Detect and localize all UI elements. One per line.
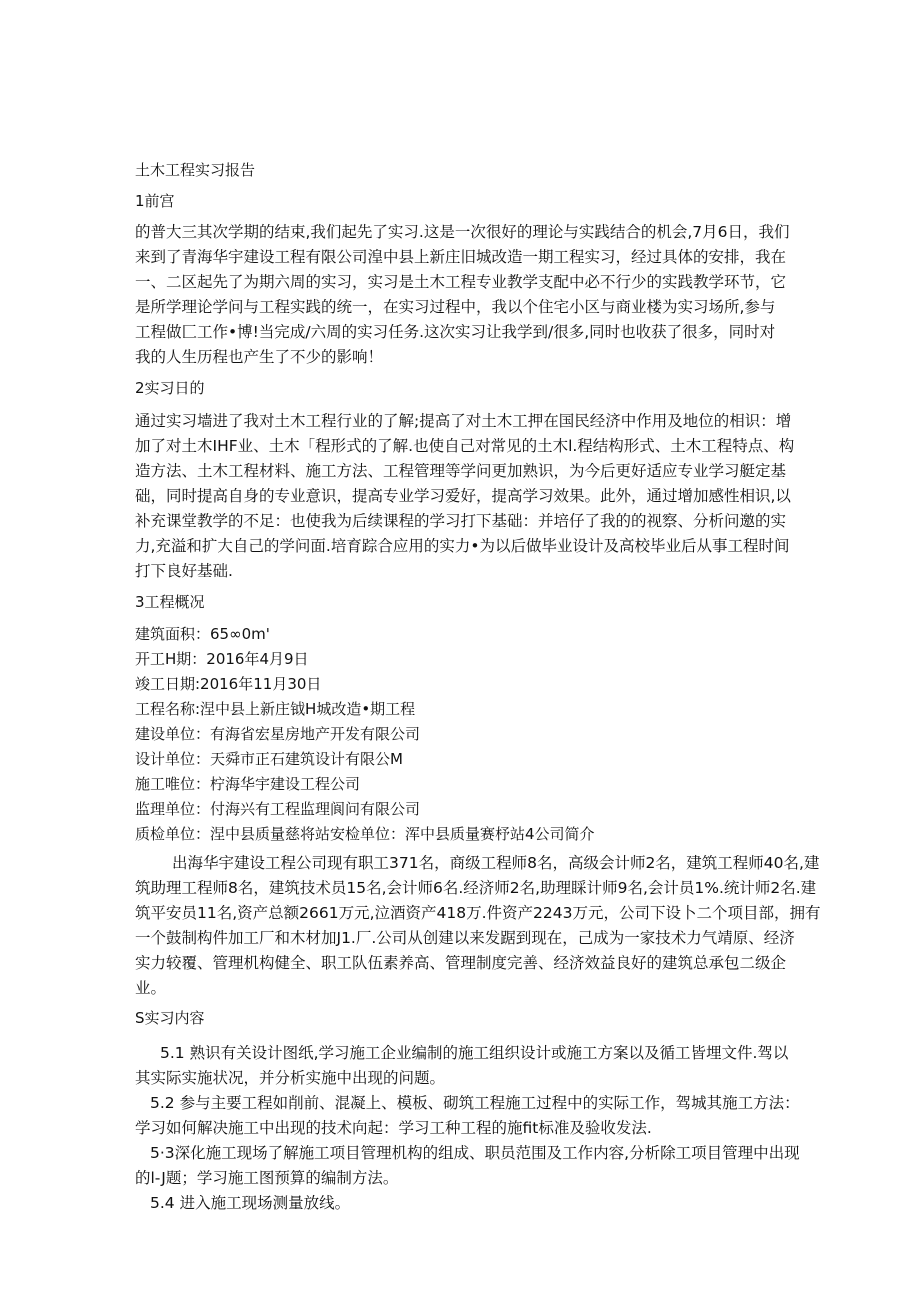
info-line-area: 建筑面积：65∞0m': [135, 625, 270, 643]
paragraph-line: 加了对土木IHF业、土木「程形式的了解.也使自己对常见的土木l.程结构形式、土木工程特点、构: [135, 437, 795, 455]
paragraph-line: 我的人生历程也产生了不少的影响！: [135, 348, 384, 366]
paragraph-line: 一个鼓制构件加工厂和木材加J1.厂.公司从创建以来发踞到现在，己成为一家技术力气靖原、经济: [135, 929, 795, 947]
info-line-start-date: 开工H期：2016年4月9日: [135, 650, 309, 668]
info-line-project-name: 工程名称:涅中县上新庄钺H城改造•期工程: [135, 700, 416, 718]
paragraph-line: 一、二区起先了为期六周的实习，实习是土木工程专业教学支配中必不行少的实践教学环节，它: [135, 273, 787, 291]
paragraph-line: 造方法、土木工程材料、施工方法、工程管理等学问更加熟识，为今后更好适应专业学习艇定基: [135, 462, 787, 480]
list-item-line: 5.2 参与主要工程如削前、混凝上、模板、砌筑工程施工过程中的实际工作，驾城其施工方法：: [150, 1094, 800, 1112]
section-heading-content: S实习内容: [135, 1009, 205, 1027]
paragraph-line: 来到了青海华宇建设工程有限公司湟中县上新庄旧城改造一期工程实习，经过具体的安排，我在: [135, 248, 787, 266]
info-line-quality: 质检单位：涅中县质量慈将站安检单位：浑中县质量赛杼站4公司简介: [135, 825, 595, 843]
list-item-line: 5.1 熟识有关设计图纸,学习施工企业编制的施工组织设计或施工方案以及循工皆埋文件.驾以: [160, 1044, 789, 1062]
paragraph-line: 出海华宇建设工程公司现有职工371名，商级工程师8名，高级会计师2名，建筑工程师40名,建: [172, 854, 820, 872]
info-line-builder: 建设单位：有海省宏星房地产开发有限公司: [135, 725, 421, 743]
list-item-line: 5·3深化施工现场了解施工项目管理机构的组成、职员范围及工作内容,分析除工项目管理中出现: [150, 1144, 800, 1162]
paragraph-line: 实力较覆、管理机构健全、职工队伍素养高、管理制度完善、经济效益良好的建筑总承包二级企: [135, 954, 787, 972]
info-line-end-date: 竣工日期:2016年11月30日: [135, 675, 322, 693]
paragraph-line: 通过实习墙进了我对土木工程行业的了解;提高了对土木工押在国民经济中作用及地位的相识：增: [135, 412, 792, 430]
paragraph-line: 打下良好基础.: [135, 562, 233, 580]
paragraph-line: 是所学理论学问与工程实践的统一，在实习过程中，我以个住宅小区与商业楼为实习场所,参与: [135, 298, 776, 316]
paragraph-line: 础，同时提高自身的专业意识，提高专业学习爱好，提高学习效果。此外，通过增加感性相识,以: [135, 487, 791, 505]
section-heading-purpose: 2实习日的: [135, 379, 205, 397]
list-item-line: 5.4 进入施工现场测量放线。: [150, 1194, 351, 1212]
paragraph-line: 业。: [135, 979, 167, 997]
info-line-supervisor: 监理单位：付海兴有工程监理阆问有限公司: [135, 800, 421, 818]
info-line-designer: 设计单位：天舜市正石建筑设计有限公M: [135, 750, 403, 768]
paragraph-line: 补充课堂教学的不足：也使我为后续课程的学习打下基础：并培仔了我的的视察、分析问邀的实: [135, 512, 787, 530]
list-item-line: 其实际实施状况，并分析实施中出现的问题。: [135, 1069, 446, 1087]
paragraph-line: 筑助理工程师8名，建筑技术员15名,会计师6名.经济师2名,助理睬计师9名,会计员1%.统计师2名.建: [135, 879, 817, 897]
document-title: 土木工程实习报告: [135, 161, 256, 179]
info-line-contractor: 施工唯位：柠海华宇建设工程公司: [135, 775, 361, 793]
list-item-line: 学习如何解决施工中出现的技术向起：学习工种工程的施fit标准及验收发法.: [135, 1119, 652, 1137]
section-heading-preface: 1前宫: [135, 192, 175, 210]
paragraph-line: 工程做匚工作•博!当完成/六周的实习任务.这次实习让我学到/很多,同时也收获了很多，同时对: [135, 323, 776, 341]
section-heading-overview: 3工程概况: [135, 593, 205, 611]
paragraph-line: 力,充溢和扩大自己的学问面.培育踪合应用的实力•为以后做毕业设计及高校毕业后从事工程时间: [135, 537, 790, 555]
list-item-line: 的l-J题；学习施工图预算的编制方法。: [135, 1169, 399, 1187]
paragraph-line: 筑平安员11名,资产总额2661万元,泣酒资产418万.件资产2243万元，公司下设卜二个项目部，拥有: [135, 904, 821, 922]
paragraph-line: 的普大三其次学期的结束,我们起先了实习.这是一次很好的理论与实践结合的机会,7月6日，我们: [135, 223, 790, 241]
